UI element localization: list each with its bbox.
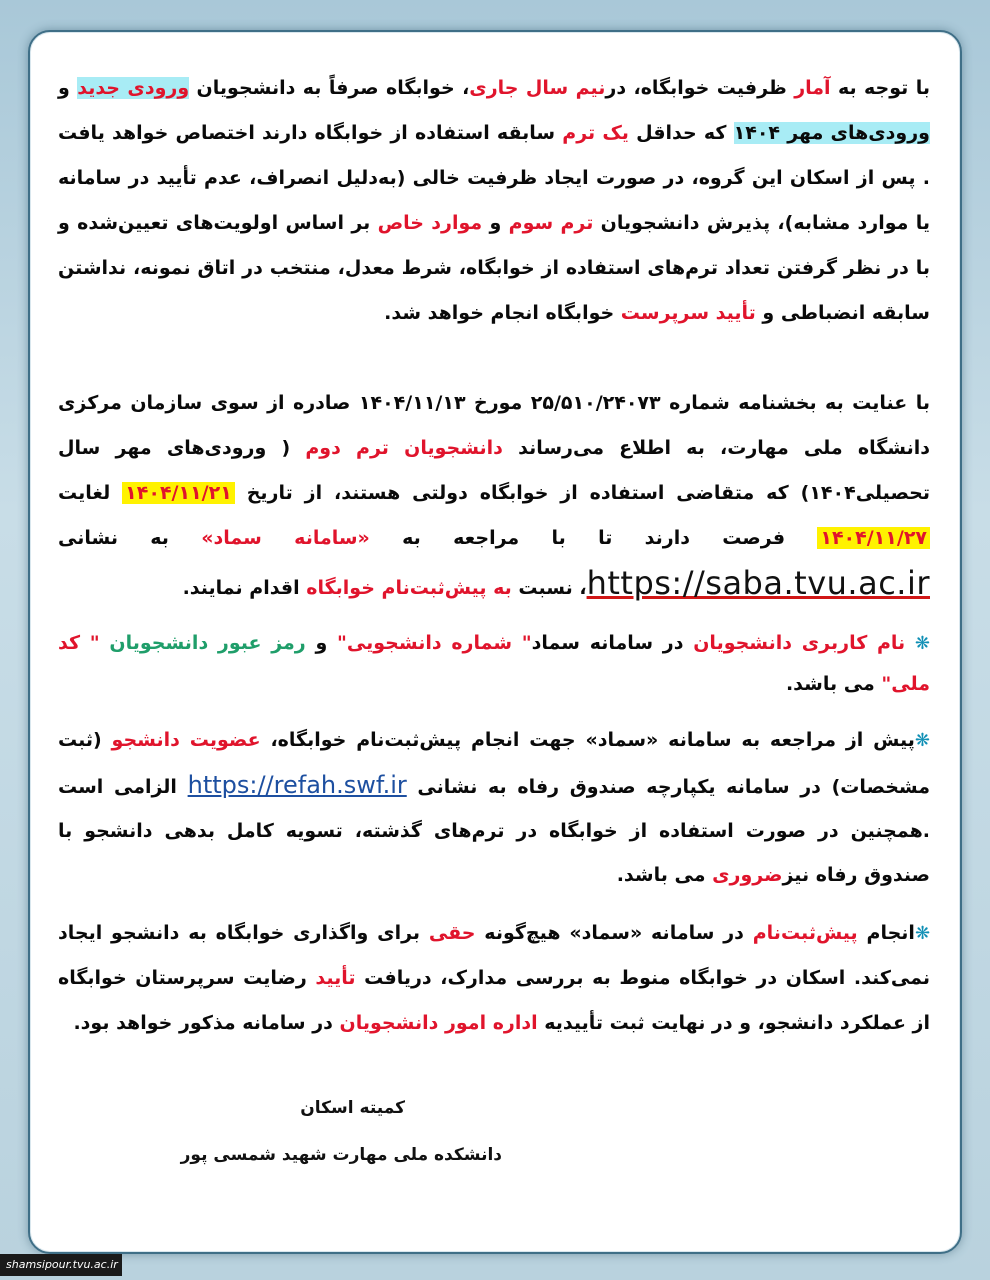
highlight-one-term: یک ترم	[562, 122, 629, 144]
highlight-new-entrants: ورودی جدید	[77, 77, 190, 99]
highlight-third-term: ترم سوم	[508, 212, 594, 234]
refah-portal-link[interactable]: https://refah.swf.ir	[187, 771, 407, 799]
saba-portal-link[interactable]: https://saba.tvu.ac.ir	[586, 564, 930, 602]
highlight-student-membership: عضویت دانشجو	[111, 729, 261, 751]
highlight-right: حقی	[428, 922, 476, 944]
bullet-star-icon: ❋	[914, 633, 930, 654]
date-to: ۱۴۰۴/۱۱/۲۷	[817, 527, 930, 549]
highlight-special-cases: موارد خاص	[377, 212, 483, 234]
highlight-dorm-preregistration: پیش‌ثبت‌نام خوابگاه	[306, 577, 487, 599]
paragraph-registration-period: با عنایت به بخشنامه شماره ۲۵/۵۱۰/۲۴۰۷۳ مورخ ۱۴۰۴/۱۱/۱۳ صادره از سوی سازمان مرکزی دانشگاه ملی مهارت، به اطلاع می‌رساند دانشجویان ترم دوم ( ورودی‌های مهر سال تحصیلی۱۴۰۴) که متقاضی استفاده از خوابگاه دولتی هستند، از تاریخ ۱۴۰۴/۱۱/۲۱ لغایت ۱۴۰۴/۱۱/۲۷ فرصت دارند تا با مراجعه به «سامانه سماد» به نشانی https://saba.tvu.ac.ir، نسبت به پیش‌ثبت‌نام خوابگاه اقدام نمایند.	[58, 392, 931, 602]
date-from: ۱۴۰۴/۱۱/۲۱	[122, 482, 235, 504]
highlight-mandatory: ضروری	[712, 864, 783, 886]
paragraph-preregistration-disclaimer: ❋انجام پیش‌ثبت‌نام در سامانه «سماد» هیچ‌گونه حقی برای واگذاری خوابگاه به دانشجو ایجاد نمی‌کند. اسکان در خوابگاه منوط به بررسی مدارک، دریافت تأیید رضایت سرپرستان خوابگاه از عملکرد دانشجو، و در نهایت ثبت تأییدیه اداره امور دانشجویان در سامانه مذکور خواهد بود.	[58, 922, 931, 1034]
signature-committee: کمیته اسکان	[300, 1098, 405, 1118]
highlight-mehr-1404-entrants: ورودی‌های مهر ۱۴۰۴	[733, 122, 930, 144]
highlight-username: نام کاربری دانشجویان	[693, 632, 906, 654]
highlight-password: رمز عبور دانشجویان	[109, 632, 306, 654]
highlight-student-number: " شماره دانشجویی"	[337, 632, 532, 654]
highlight-approval: تأیید	[315, 967, 356, 989]
bullet-star-icon: ❋	[914, 730, 930, 751]
highlight-national-code: " کد ملی"	[58, 632, 930, 695]
paragraph-welfare-fund: ❋پیش از مراجعه به سامانه «سماد» جهت انجام پیش‌ثبت‌نام خوابگاه، عضویت دانشجو (ثبت مشخصات) در سامانه یکپارچه صندوق رفاه به نشانی https://refah.swf.ir الزامی است .همچنین در صورت استفاده از خوابگاه در ترم‌های گذشته، تسویه کامل بدهی دانشجو با صندوق رفاه نیزضروری می باشد.	[58, 729, 930, 886]
highlight-samad-system: «سامانه سماد»	[201, 527, 370, 549]
bullet-star-icon: ❋	[914, 923, 931, 944]
highlight-statistics: آمار	[794, 77, 831, 99]
highlight-second-term-students: دانشجویان ترم دوم	[305, 437, 503, 459]
site-watermark: shamsipour.tvu.ac.ir	[0, 1254, 122, 1276]
highlight-current-semester: نیم سال جاری	[469, 77, 606, 99]
highlight-student-affairs: اداره امور دانشجویان	[339, 1012, 538, 1034]
paragraph-login-credentials: ❋ نام کاربری دانشجویان در سامانه سماد" شماره دانشجویی" و رمز عبور دانشجویان " کد ملی" می باشد.	[58, 632, 930, 695]
paragraph-dormitory-capacity: با توجه به آمار ظرفیت خوابگاه، درنیم سال جاری، خوابگاه صرفاً به دانشجویان ورودی جدید و ورودی‌های مهر ۱۴۰۴ که حداقل یک ترم سابقه استفاده از خوابگاه دارند اختصاص خواهد یافت . پس از اسکان این گروه، در صورت ایجاد ظرفیت خالی (به‌دلیل انصراف، عدم تأیید در سامانه یا موارد مشابه)، پذیرش دانشجویان ترم سوم و موارد خاص بر اساس اولویت‌های تعیین‌شده و با در نظر گرفتن تعداد ترم‌های استفاده از خوابگاه، شرط معدل، منتخب در اتاق نمونه، نداشتن سابقه انضباطی و تأیید سرپرست خوابگاه انجام خواهد شد.	[58, 77, 930, 324]
highlight-supervisor-approval: تأیید سرپرست	[620, 302, 756, 324]
signature-school: دانشکده ملی مهارت شهید شمسی پور	[180, 1145, 502, 1165]
highlight-preregistration: پیش‌ثبت‌نام	[752, 922, 858, 944]
notice-body	[58, 66, 930, 1046]
